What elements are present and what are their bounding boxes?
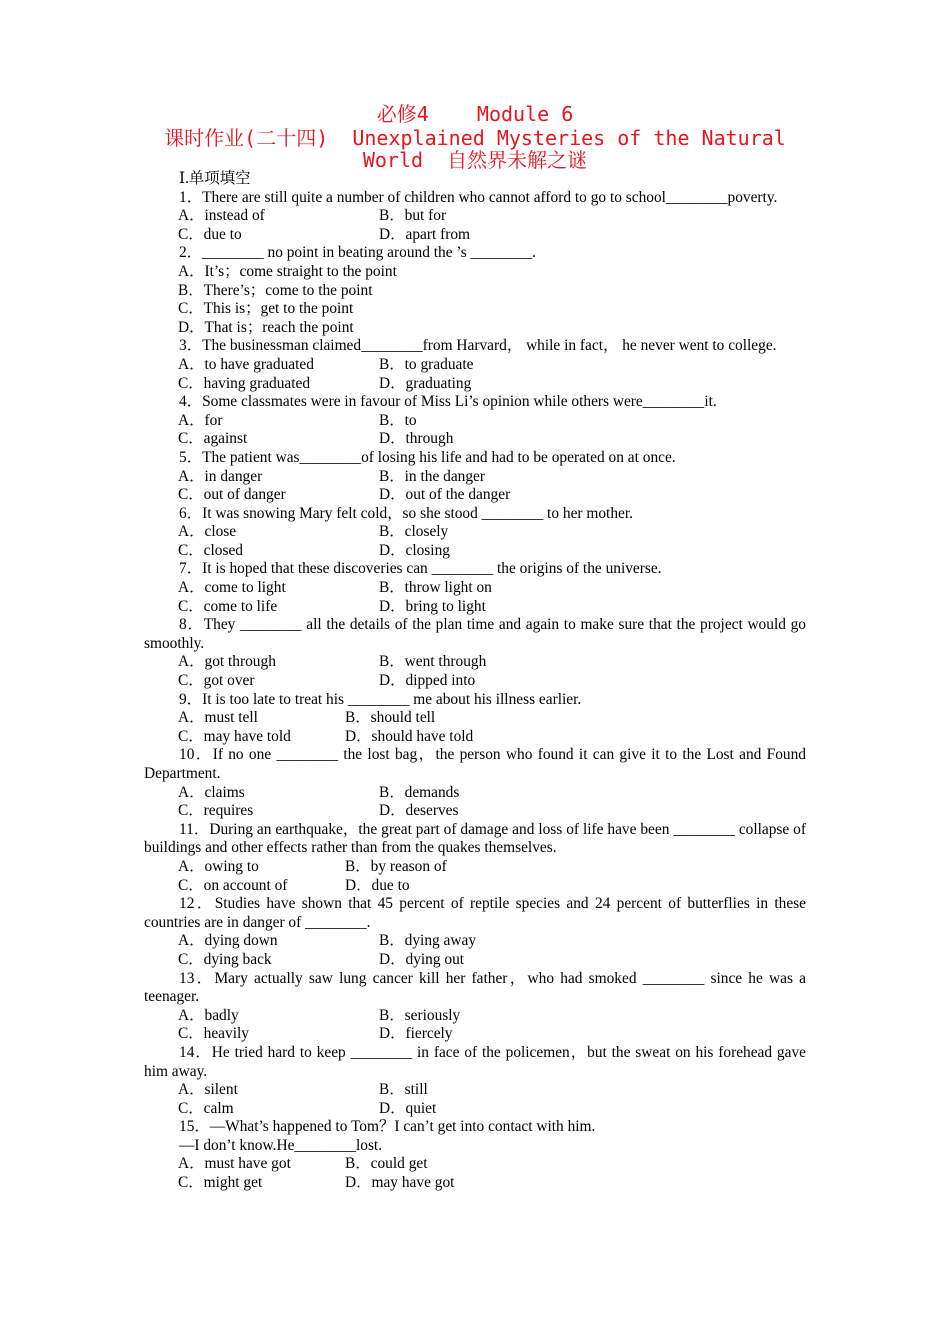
title-line-3: World 自然界未解之谜 [362,148,588,172]
answer-option: B．throw light on [379,579,492,597]
option-group [144,523,806,560]
question-stem: 4．Some classmates were in favour of Miss Li’s opinion while others were________it. [179,393,717,411]
answer-option: A．for [178,411,223,429]
answer-option: A．claims [178,783,245,801]
answer-option: C．This is；get to the point [178,300,354,318]
answer-option: C．having graduated [178,374,311,392]
question-stem: 15．—What’s happened to Tom？I can’t get into contact with him. [179,1118,596,1136]
answer-option: A．badly [178,1006,239,1024]
question-stem: 6．It was snowing Mary felt cold，so she stood ________ to her mother. [179,504,633,522]
answer-option: C．closed [178,541,243,559]
answer-option: B．There’s；come to the point [178,281,373,299]
answer-option: C．requires [178,802,254,820]
answer-option: B．still [379,1081,428,1099]
option-group [144,1081,806,1118]
answer-option: A．come to light [178,579,286,597]
option-group [144,356,806,393]
answer-option: D．dying out [379,950,465,968]
answer-option: A．got through [178,653,276,671]
question-stem: 14．He tried hard to keep ________ in face of the policemen，but the sweat on his forehead gave him away. [144,1043,806,1080]
question-stem: 5．The patient was________of losing his life and had to be operated on at once. [179,448,676,466]
answer-option: C．against [178,430,248,448]
question-stem: 2．________ no point in beating around the ’s ________. [179,244,536,262]
question-list [144,189,806,1193]
answer-option: C．on account of [178,876,288,894]
answer-option: A．close [178,523,237,541]
answer-option: D．should have told [345,727,474,745]
answer-option: D．bring to light [379,597,486,615]
option-group [144,412,806,449]
answer-option: C．heavily [178,1025,249,1043]
question-stem: 12．Studies have shown that 45 percent of reptile species and 24 percent of butterflies in these countries are in danger of ________. [144,895,806,931]
answer-option: C．dying back [178,950,272,968]
option-group [144,709,806,746]
answer-option: A．instead of [178,207,265,225]
question-stem: 8．They ________ all the details of the plan time and again to make sure that the project would go smoothly. [144,616,806,652]
option-group [144,1007,806,1044]
option-group [144,932,806,969]
option-group [144,1155,806,1192]
answer-option: D．quiet [379,1099,437,1117]
answer-option: D．out of the danger [379,486,511,504]
answer-option: C．due to [178,225,242,243]
answer-option: A．in danger [178,467,263,485]
option-group [144,468,806,505]
option-group [144,858,806,895]
answer-option: B．closely [379,523,449,541]
answer-option: D．may have got [345,1174,455,1192]
section-title: Ⅰ.单项填空 [179,170,251,187]
answer-option: B．but for [379,207,447,225]
question-stem: 7．It is hoped that these discoveries can ________ the origins of the universe. [179,560,662,578]
answer-option: B．dying away [379,932,477,950]
title-line-2: 课时作业(二十四) Unexplained Mysteries of the Natural [164,126,786,150]
answer-option: D．That is；reach the point [178,318,354,336]
answer-option: C．come to life [178,597,278,615]
answer-option: D．fiercely [379,1025,453,1043]
question-stem: 11．During an earthquake，the great part of damage and loss of life have been ________ collapse of buildings and other effects rather than from the quakes themselves. [144,820,806,857]
answer-option: B．by reason of [345,857,447,875]
answer-option: C．may have told [178,727,291,745]
answer-option: B．went through [379,653,487,671]
answer-option: B．to [379,411,417,429]
title-line-1: 必修4 Module 6 [376,102,574,126]
option-group [144,653,806,690]
answer-option: B．in the danger [379,467,485,485]
question-stem: 10．If no one ________ the lost bag，the person who found it can give it to the Lost and Found Department. [144,746,806,782]
answer-option: C．got over [178,672,255,690]
question-dialogue: —I don’t know.He________lost. [179,1136,383,1154]
answer-option: C．out of danger [178,486,286,504]
answer-option: A．dying down [178,932,278,950]
answer-option: D．graduating [379,374,472,392]
answer-option: D．apart from [379,225,471,243]
answer-option: B．to graduate [379,355,474,373]
answer-option: D．dipped into [379,672,476,690]
option-group [144,784,806,821]
option-group [144,263,806,337]
answer-option: D．deserves [379,802,459,820]
option-group [144,207,806,244]
question-stem: 3．The businessman claimed________from Harvard， while in fact， he never went to college. [179,337,777,355]
answer-option: D．closing [379,541,450,559]
option-group [144,579,806,616]
question-stem: 9．It is too late to treat his ________ me about his illness earlier. [179,690,582,708]
answer-option: A．must tell [178,709,258,727]
answer-option: C．might get [178,1174,263,1192]
answer-option: A．It’s；come straight to the point [178,262,397,280]
answer-option: A．owing to [178,857,259,875]
question-stem: 13．Mary actually saw lung cancer kill her father，who had smoked ________ since he was a teenager. [144,969,806,1006]
answer-option: B．seriously [379,1006,461,1024]
answer-option: B．could get [345,1155,428,1173]
answer-option: B．should tell [345,709,436,727]
answer-option: D．through [379,430,454,448]
answer-option: A．must have got [178,1155,291,1173]
exercise-body [144,170,806,1193]
answer-option: A．to have graduated [178,355,314,373]
question-stem: 1．There are still quite a number of children who cannot afford to go to school________poverty. [179,188,778,206]
answer-option: D．due to [345,876,410,894]
answer-option: B．demands [379,783,460,801]
answer-option: C．calm [178,1099,234,1117]
answer-option: A．silent [178,1081,238,1099]
